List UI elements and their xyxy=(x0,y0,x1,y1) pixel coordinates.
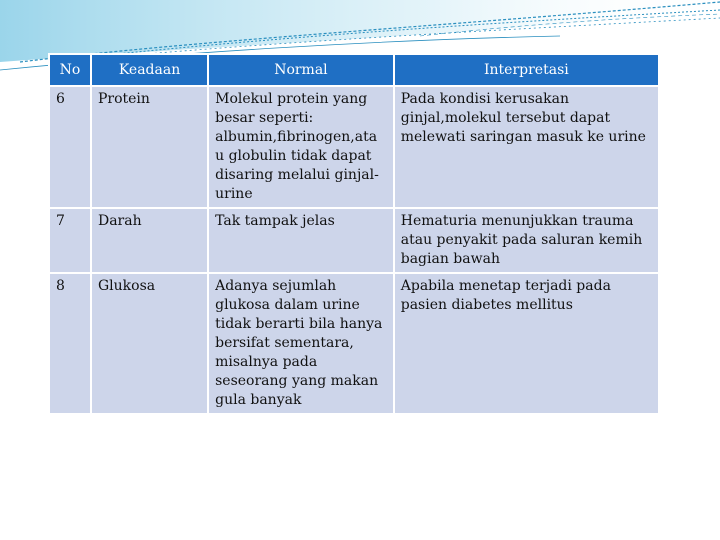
cell-no: 6 xyxy=(49,86,91,208)
cell-keadaan: Protein xyxy=(91,86,208,208)
cell-normal: Molekul protein yang besar seperti: albumin,fibrinogen,ata u globulin tidak dapat disaring melalui ginjal-urine xyxy=(208,86,394,208)
header-interpretasi: Interpretasi xyxy=(394,54,659,86)
table-row xyxy=(49,208,659,273)
cell-normal: Adanya sejumlah glukosa dalam urine tidak berarti bila hanya bersifat sementara, misalnya pada seseorang yang makan gula banyak xyxy=(208,273,394,414)
cell-interpretasi: Hematuria menunjukkan trauma atau penyakit pada saluran kemih bagian bawah xyxy=(394,208,659,273)
header-no: No xyxy=(49,54,91,86)
cell-no: 7 xyxy=(49,208,91,273)
header-normal: Normal xyxy=(208,54,394,86)
table-header xyxy=(49,54,659,86)
cell-normal: Tak tampak jelas xyxy=(208,208,394,273)
cell-keadaan: Glukosa xyxy=(91,273,208,414)
header-keadaan: Keadaan xyxy=(91,54,208,86)
cell-interpretasi: Pada kondisi kerusakan ginjal,molekul tersebut dapat melewati saringan masuk ke urine xyxy=(394,86,659,208)
table-body xyxy=(49,86,659,414)
cell-interpretasi: Apabila menetap terjadi pada pasien diabetes mellitus xyxy=(394,273,659,414)
cell-no: 8 xyxy=(49,273,91,414)
header-row xyxy=(49,54,659,86)
table-row xyxy=(49,86,659,208)
keadaan-table xyxy=(48,53,660,415)
cell-keadaan: Darah xyxy=(91,208,208,273)
table-row xyxy=(49,273,659,414)
